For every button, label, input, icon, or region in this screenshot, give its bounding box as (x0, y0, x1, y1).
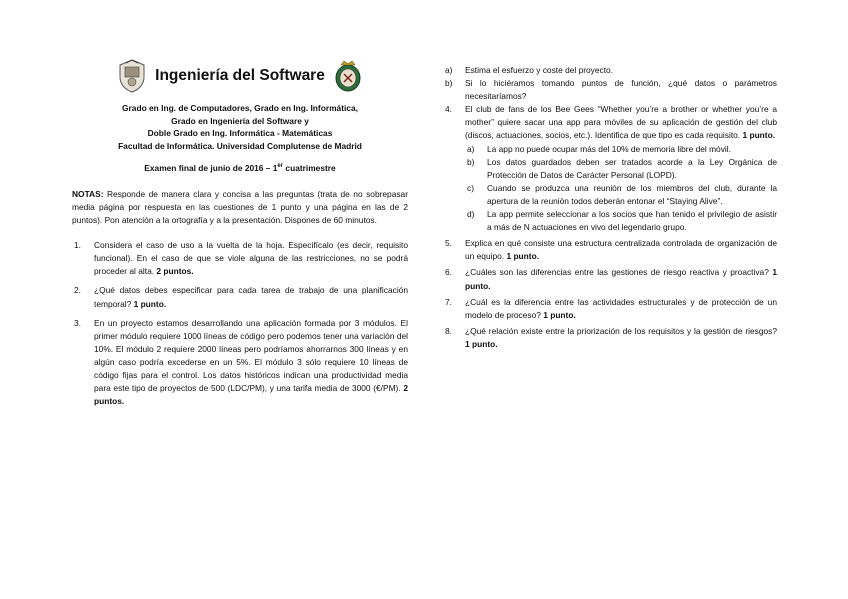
question-4: 4. El club de fans de los Bee Gees “Whether you’re a brother or whether you’re a mother” quiere sacar una app para móviles de su aplicación de gestión del club (discos, actuaciones, socios, etc.). Identifica de que tipo es cada requisito. 1 punto. a) La app no puede ocupar más del 10% de memoria libre del móvil. b) Los datos guardados deben ser tratados acorde a la Ley Orgánica de Protección de Datos de Carácter Personal (LOPD). c) Cuando se produzca una reunión de los miembros del club, durante la apertura de la reunión todos deberán entonar el “Staying Alive”. d) La app permite seleccionar a los socios que han tenido el privilegio de asistir a más de N actuaciones en vivo del legendario grupo. (443, 103, 777, 234)
exam-date: Examen final de junio de 2016 – 1er cuatrimestre (144, 163, 336, 174)
left-column (72, 58, 408, 414)
question-1: 1. Considera el caso de uso a la vuelta de la hoja. Especifícalo (es decir, requisito funcional). En el caso de que se viole alguna de las restricciones, no se podrá proceder al alta. 2 puntos. (74, 240, 408, 277)
question-3-subitem-a: a) Estima el esfuerzo y coste del proyecto. (445, 65, 614, 75)
notes-label: NOTAS: (72, 189, 104, 200)
header-title-row (72, 58, 408, 94)
question-8: 8. ¿Qué relación existe entre la priorización de los requisitos y la gestión de riesgos? 1 punto. (445, 325, 777, 349)
degree-line: Grado en Ing. de Computadores, Grado en Ing. Informática, (122, 103, 358, 113)
question-3-subitem-b: b) Si lo hiciéramos tomando puntos de función, ¿qué datos o parámetros necesitaríamos? (445, 78, 777, 102)
question-3-subitems (443, 64, 777, 103)
question-list-left (72, 239, 408, 408)
faculty-crest-icon (333, 59, 363, 93)
question-4-subitem-b: b) Los datos guardados deben ser tratados acorde a la Ley Orgánica de Protección de Datos de Carácter Personal (LOPD). (467, 156, 777, 180)
degree-line: Facultad de Informática. Universidad Complutense de Madrid (118, 140, 362, 151)
degree-line: Doble Grado en Ing. Informática - Matemáticas (147, 128, 333, 139)
question-3: 3. En un proyecto estamos desarrollando una aplicación formada por 3 módulos. El primer módulo requiere 1000 líneas de código pero podemos tener una variación del 10%. El módulo 2 requiere 2000 líneas pero podríamos ahorrarnos 300 líneas y en algún caso podría excederse en un 5%. El módulo 3 sólo requiere 10 líneas de código fijas para el control. Los datos históricos indican una productividad media para este tipo de proyectos de 500 (LDC/PM), y una tarifa media de 3000 (€/PM). 2 puntos. (74, 317, 408, 407)
question-6: 6. ¿Cuáles son las diferencias entre las gestiones de riesgo reactiva y proactiva? 1 punto. (445, 267, 777, 291)
degree-line: Grado en Ingeniería del Software y (171, 115, 309, 126)
notes-text: Responde de manera clara y concisa a las preguntas (trata de no sobrepasar media página por respuesta en las cuestiones de 1 punto y una página en las de 2 puntos). Pon atención a la ortografía y a la presentación. Dispones de 60 minutos. (72, 189, 408, 226)
question-5: 5. Explica en qué consiste una estructura centralizada controlada de organización de un equipo. 1 punto. (445, 238, 777, 262)
question-4-subitem-a: a) La app no puede ocupar más del 10% de memoria libre del móvil. (467, 143, 731, 154)
degree-block (72, 102, 408, 152)
question-4-subitem-c: c) Cuando se produzca una reunión de los miembros del club, durante la apertura de la reunión todos deberán entonar el “Staying Alive”. (467, 182, 777, 206)
question-2: 2. ¿Qué datos debes especificar para cada tarea de trabajo de una planificación temporal? 1 punto. (74, 285, 408, 309)
question-7: 7. ¿Cuál es la diferencia entre las actividades estructurales y de protección de un modelo de proceso? 1 punto. (445, 296, 777, 320)
notes-paragraph (72, 188, 408, 227)
question-4-subitems (465, 143, 777, 235)
question-list-right (443, 103, 777, 351)
ucm-crest-icon (117, 59, 147, 93)
right-column (443, 64, 777, 354)
question-4-subitem-d: d) La app permite seleccionar a los socios que han tenido el privilegio de asistir a más de N actuaciones en vivo del legendario grupo. (467, 209, 777, 233)
page-title: Ingeniería del Software (155, 67, 325, 84)
